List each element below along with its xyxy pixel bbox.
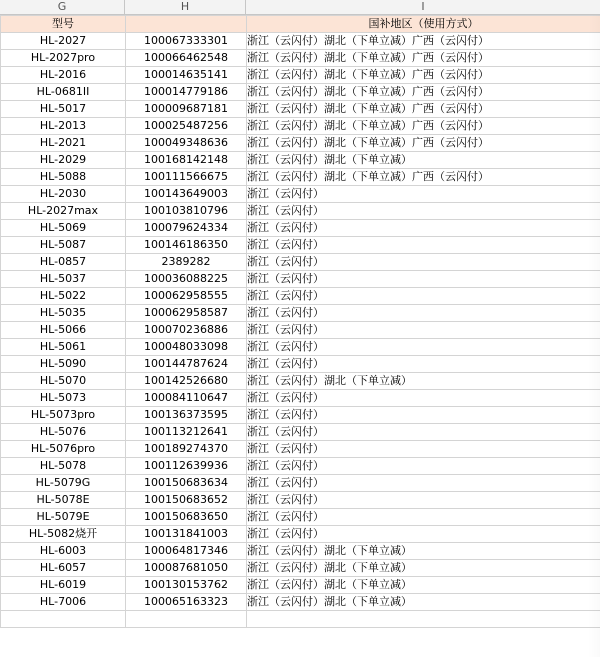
table-row <box>1 441 600 458</box>
header-row <box>1 16 600 33</box>
cell-code[interactable]: 100144787624 <box>126 356 247 373</box>
cell-model[interactable]: HL-0681II <box>1 84 126 101</box>
cell-region[interactable]: 浙江（云闪付）湖北（下单立减）广西（云闪付） <box>247 50 600 67</box>
cell-code[interactable]: 100066462548 <box>126 50 247 67</box>
cell-model[interactable]: HL-2013 <box>1 118 126 135</box>
cell-code[interactable]: 100113212641 <box>126 424 247 441</box>
column-header-g[interactable]: G <box>0 0 125 14</box>
cell-code[interactable]: 100014779186 <box>126 84 247 101</box>
cell-code[interactable]: 100062958555 <box>126 288 247 305</box>
table-row <box>1 50 600 67</box>
cell-region[interactable]: 浙江（云闪付） <box>247 271 600 288</box>
cell-code[interactable]: 100168142148 <box>126 152 247 169</box>
cell-region[interactable]: 浙江（云闪付）湖北（下单立减） <box>247 594 600 611</box>
cell-region[interactable]: 浙江（云闪付） <box>247 441 600 458</box>
cell-region[interactable]: 浙江（云闪付） <box>247 322 600 339</box>
table-row <box>1 101 600 118</box>
cell-code[interactable]: 2389282 <box>126 254 247 271</box>
table-row <box>1 84 600 101</box>
cell-code[interactable]: 100189274370 <box>126 441 247 458</box>
empty-cell[interactable] <box>126 611 247 628</box>
cell-model[interactable]: HL-5078E <box>1 492 126 509</box>
cell-region[interactable]: 浙江（云闪付）湖北（下单立减） <box>247 373 600 390</box>
table-row <box>1 390 600 407</box>
cell-region[interactable]: 浙江（云闪付）湖北（下单立减）广西（云闪付） <box>247 33 600 50</box>
cell-model[interactable]: HL-5082烧开 <box>1 526 126 543</box>
table-row <box>1 305 600 322</box>
cell-model[interactable]: HL-5017 <box>1 101 126 118</box>
cell-code[interactable]: 100087681050 <box>126 560 247 577</box>
cell-model[interactable]: HL-5037 <box>1 271 126 288</box>
cell-model[interactable]: HL-2030 <box>1 186 126 203</box>
cell-code[interactable]: 100150683650 <box>126 509 247 526</box>
cell-model[interactable]: HL-5079G <box>1 475 126 492</box>
cell-region[interactable]: 浙江（云闪付） <box>247 458 600 475</box>
cell-code[interactable]: 100103810796 <box>126 203 247 220</box>
table-row <box>1 594 600 611</box>
cell-region[interactable]: 浙江（云闪付） <box>247 237 600 254</box>
cell-region[interactable]: 浙江（云闪付） <box>247 390 600 407</box>
cell-model[interactable]: HL-5076 <box>1 424 126 441</box>
cell-code[interactable]: 100014635141 <box>126 67 247 84</box>
cell-model[interactable]: HL-2027max <box>1 203 126 220</box>
cell-model[interactable]: HL-7006 <box>1 594 126 611</box>
cell-code[interactable]: 100131841003 <box>126 526 247 543</box>
table-row <box>1 67 600 84</box>
cell-region[interactable]: 浙江（云闪付） <box>247 254 600 271</box>
cell-model[interactable]: HL-6057 <box>1 560 126 577</box>
table-row <box>1 373 600 390</box>
cell-model[interactable]: HL-5088 <box>1 169 126 186</box>
cell-model[interactable]: HL-2016 <box>1 67 126 84</box>
table-row <box>1 169 600 186</box>
table-row <box>1 135 600 152</box>
cell-region[interactable]: 浙江（云闪付） <box>247 203 600 220</box>
cell-region[interactable]: 浙江（云闪付）湖北（下单立减） <box>247 577 600 594</box>
cell-code[interactable]: 100009687181 <box>126 101 247 118</box>
cell-region[interactable]: 浙江（云闪付）湖北（下单立减）广西（云闪付） <box>247 101 600 118</box>
empty-cell[interactable] <box>247 611 600 628</box>
cell-code[interactable]: 100150683634 <box>126 475 247 492</box>
table-row <box>1 271 600 288</box>
cell-region[interactable]: 浙江（云闪付） <box>247 407 600 424</box>
cell-model[interactable]: HL-6003 <box>1 543 126 560</box>
empty-cell[interactable] <box>1 611 126 628</box>
cell-code[interactable]: 100062958587 <box>126 305 247 322</box>
cell-code[interactable]: 100143649003 <box>126 186 247 203</box>
table-row <box>1 543 600 560</box>
table-row <box>1 577 600 594</box>
table-row <box>1 407 600 424</box>
table-row <box>1 339 600 356</box>
cell-model[interactable]: HL-0857 <box>1 254 126 271</box>
cell-region[interactable]: 浙江（云闪付）湖北（下单立减）广西（云闪付） <box>247 135 600 152</box>
table-row <box>1 356 600 373</box>
cell-region[interactable]: 浙江（云闪付）湖北（下单立减）广西（云闪付） <box>247 67 600 84</box>
cell-model[interactable]: HL-5061 <box>1 339 126 356</box>
cell-region[interactable]: 浙江（云闪付） <box>247 492 600 509</box>
cell-region[interactable]: 浙江（云闪付）湖北（下单立减） <box>247 543 600 560</box>
table-row <box>1 424 600 441</box>
cell-model[interactable]: HL-5076pro <box>1 441 126 458</box>
cell-region[interactable]: 浙江（云闪付）湖北（下单立减）广西（云闪付） <box>247 118 600 135</box>
cell-code[interactable]: 100079624334 <box>126 220 247 237</box>
cell-code[interactable]: 100049348636 <box>126 135 247 152</box>
header-cell-region[interactable]: 国补地区（使用方式） <box>247 16 600 33</box>
table-row <box>1 254 600 271</box>
table-row <box>1 288 600 305</box>
cell-model[interactable]: HL-6019 <box>1 577 126 594</box>
table-row <box>1 492 600 509</box>
table-row <box>1 237 600 254</box>
cell-model[interactable]: HL-5035 <box>1 305 126 322</box>
cell-model[interactable]: HL-5073pro <box>1 407 126 424</box>
cell-code[interactable]: 100025487256 <box>126 118 247 135</box>
table-row <box>1 560 600 577</box>
cell-code[interactable]: 100084110647 <box>126 390 247 407</box>
cell-region[interactable]: 浙江（云闪付） <box>247 509 600 526</box>
sheet-edge <box>588 15 600 657</box>
cell-region[interactable]: 浙江（云闪付） <box>247 339 600 356</box>
header-cell-code[interactable] <box>126 16 247 33</box>
cell-model[interactable]: HL-5070 <box>1 373 126 390</box>
cell-region[interactable]: 浙江（云闪付） <box>247 305 600 322</box>
cell-region[interactable]: 浙江（云闪付） <box>247 288 600 305</box>
column-header-i[interactable]: I <box>421 0 425 13</box>
cell-model[interactable]: HL-5022 <box>1 288 126 305</box>
table-row <box>1 526 600 543</box>
cell-model[interactable]: HL-5069 <box>1 220 126 237</box>
cell-region[interactable]: 浙江（云闪付） <box>247 356 600 373</box>
cell-code[interactable]: 100136373595 <box>126 407 247 424</box>
cell-region[interactable]: 浙江（云闪付） <box>247 220 600 237</box>
cell-model[interactable]: HL-2027 <box>1 33 126 50</box>
table-row <box>1 509 600 526</box>
table-row <box>1 203 600 220</box>
column-header-bar <box>0 0 600 15</box>
cell-code[interactable]: 100064817346 <box>126 543 247 560</box>
cell-region[interactable]: 浙江（云闪付） <box>247 475 600 492</box>
cell-model[interactable]: HL-2027pro <box>1 50 126 67</box>
cell-code[interactable]: 100036088225 <box>126 271 247 288</box>
empty-row <box>1 611 600 628</box>
cell-model[interactable]: HL-5087 <box>1 237 126 254</box>
table-row <box>1 322 600 339</box>
cell-code[interactable]: 100111566675 <box>126 169 247 186</box>
cell-code[interactable]: 100067333301 <box>126 33 247 50</box>
cell-code[interactable]: 100146186350 <box>126 237 247 254</box>
column-header-h[interactable]: H <box>125 0 246 14</box>
header-cell-model[interactable]: 型号 <box>1 16 126 33</box>
table-row <box>1 220 600 237</box>
cell-region[interactable]: 浙江（云闪付） <box>247 526 600 543</box>
cell-model[interactable]: HL-5078 <box>1 458 126 475</box>
table-row <box>1 33 600 50</box>
table-row <box>1 186 600 203</box>
cell-region[interactable]: 浙江（云闪付） <box>247 186 600 203</box>
cell-code[interactable]: 100065163323 <box>126 594 247 611</box>
cell-code[interactable]: 100142526680 <box>126 373 247 390</box>
cell-region[interactable]: 浙江（云闪付）湖北（下单立减） <box>247 152 600 169</box>
cell-code[interactable]: 100130153762 <box>126 577 247 594</box>
cell-model[interactable]: HL-2029 <box>1 152 126 169</box>
cell-region[interactable]: 浙江（云闪付）湖北（下单立减）广西（云闪付） <box>247 169 600 186</box>
cell-model[interactable]: HL-5073 <box>1 390 126 407</box>
table-row <box>1 118 600 135</box>
cell-code[interactable]: 100048033098 <box>126 339 247 356</box>
table-row <box>1 152 600 169</box>
table-row <box>1 458 600 475</box>
data-table <box>0 15 600 628</box>
cell-region[interactable]: 浙江（云闪付）湖北（下单立减）广西（云闪付） <box>247 84 600 101</box>
cell-code[interactable]: 100150683652 <box>126 492 247 509</box>
table-row <box>1 475 600 492</box>
cell-model[interactable]: HL-5066 <box>1 322 126 339</box>
cell-code[interactable]: 100070236886 <box>126 322 247 339</box>
cell-code[interactable]: 100112639936 <box>126 458 247 475</box>
cell-region[interactable]: 浙江（云闪付）湖北（下单立减） <box>247 560 600 577</box>
cell-model[interactable]: HL-2021 <box>1 135 126 152</box>
cell-model[interactable]: HL-5090 <box>1 356 126 373</box>
cell-region[interactable]: 浙江（云闪付） <box>247 424 600 441</box>
cell-model[interactable]: HL-5079E <box>1 509 126 526</box>
